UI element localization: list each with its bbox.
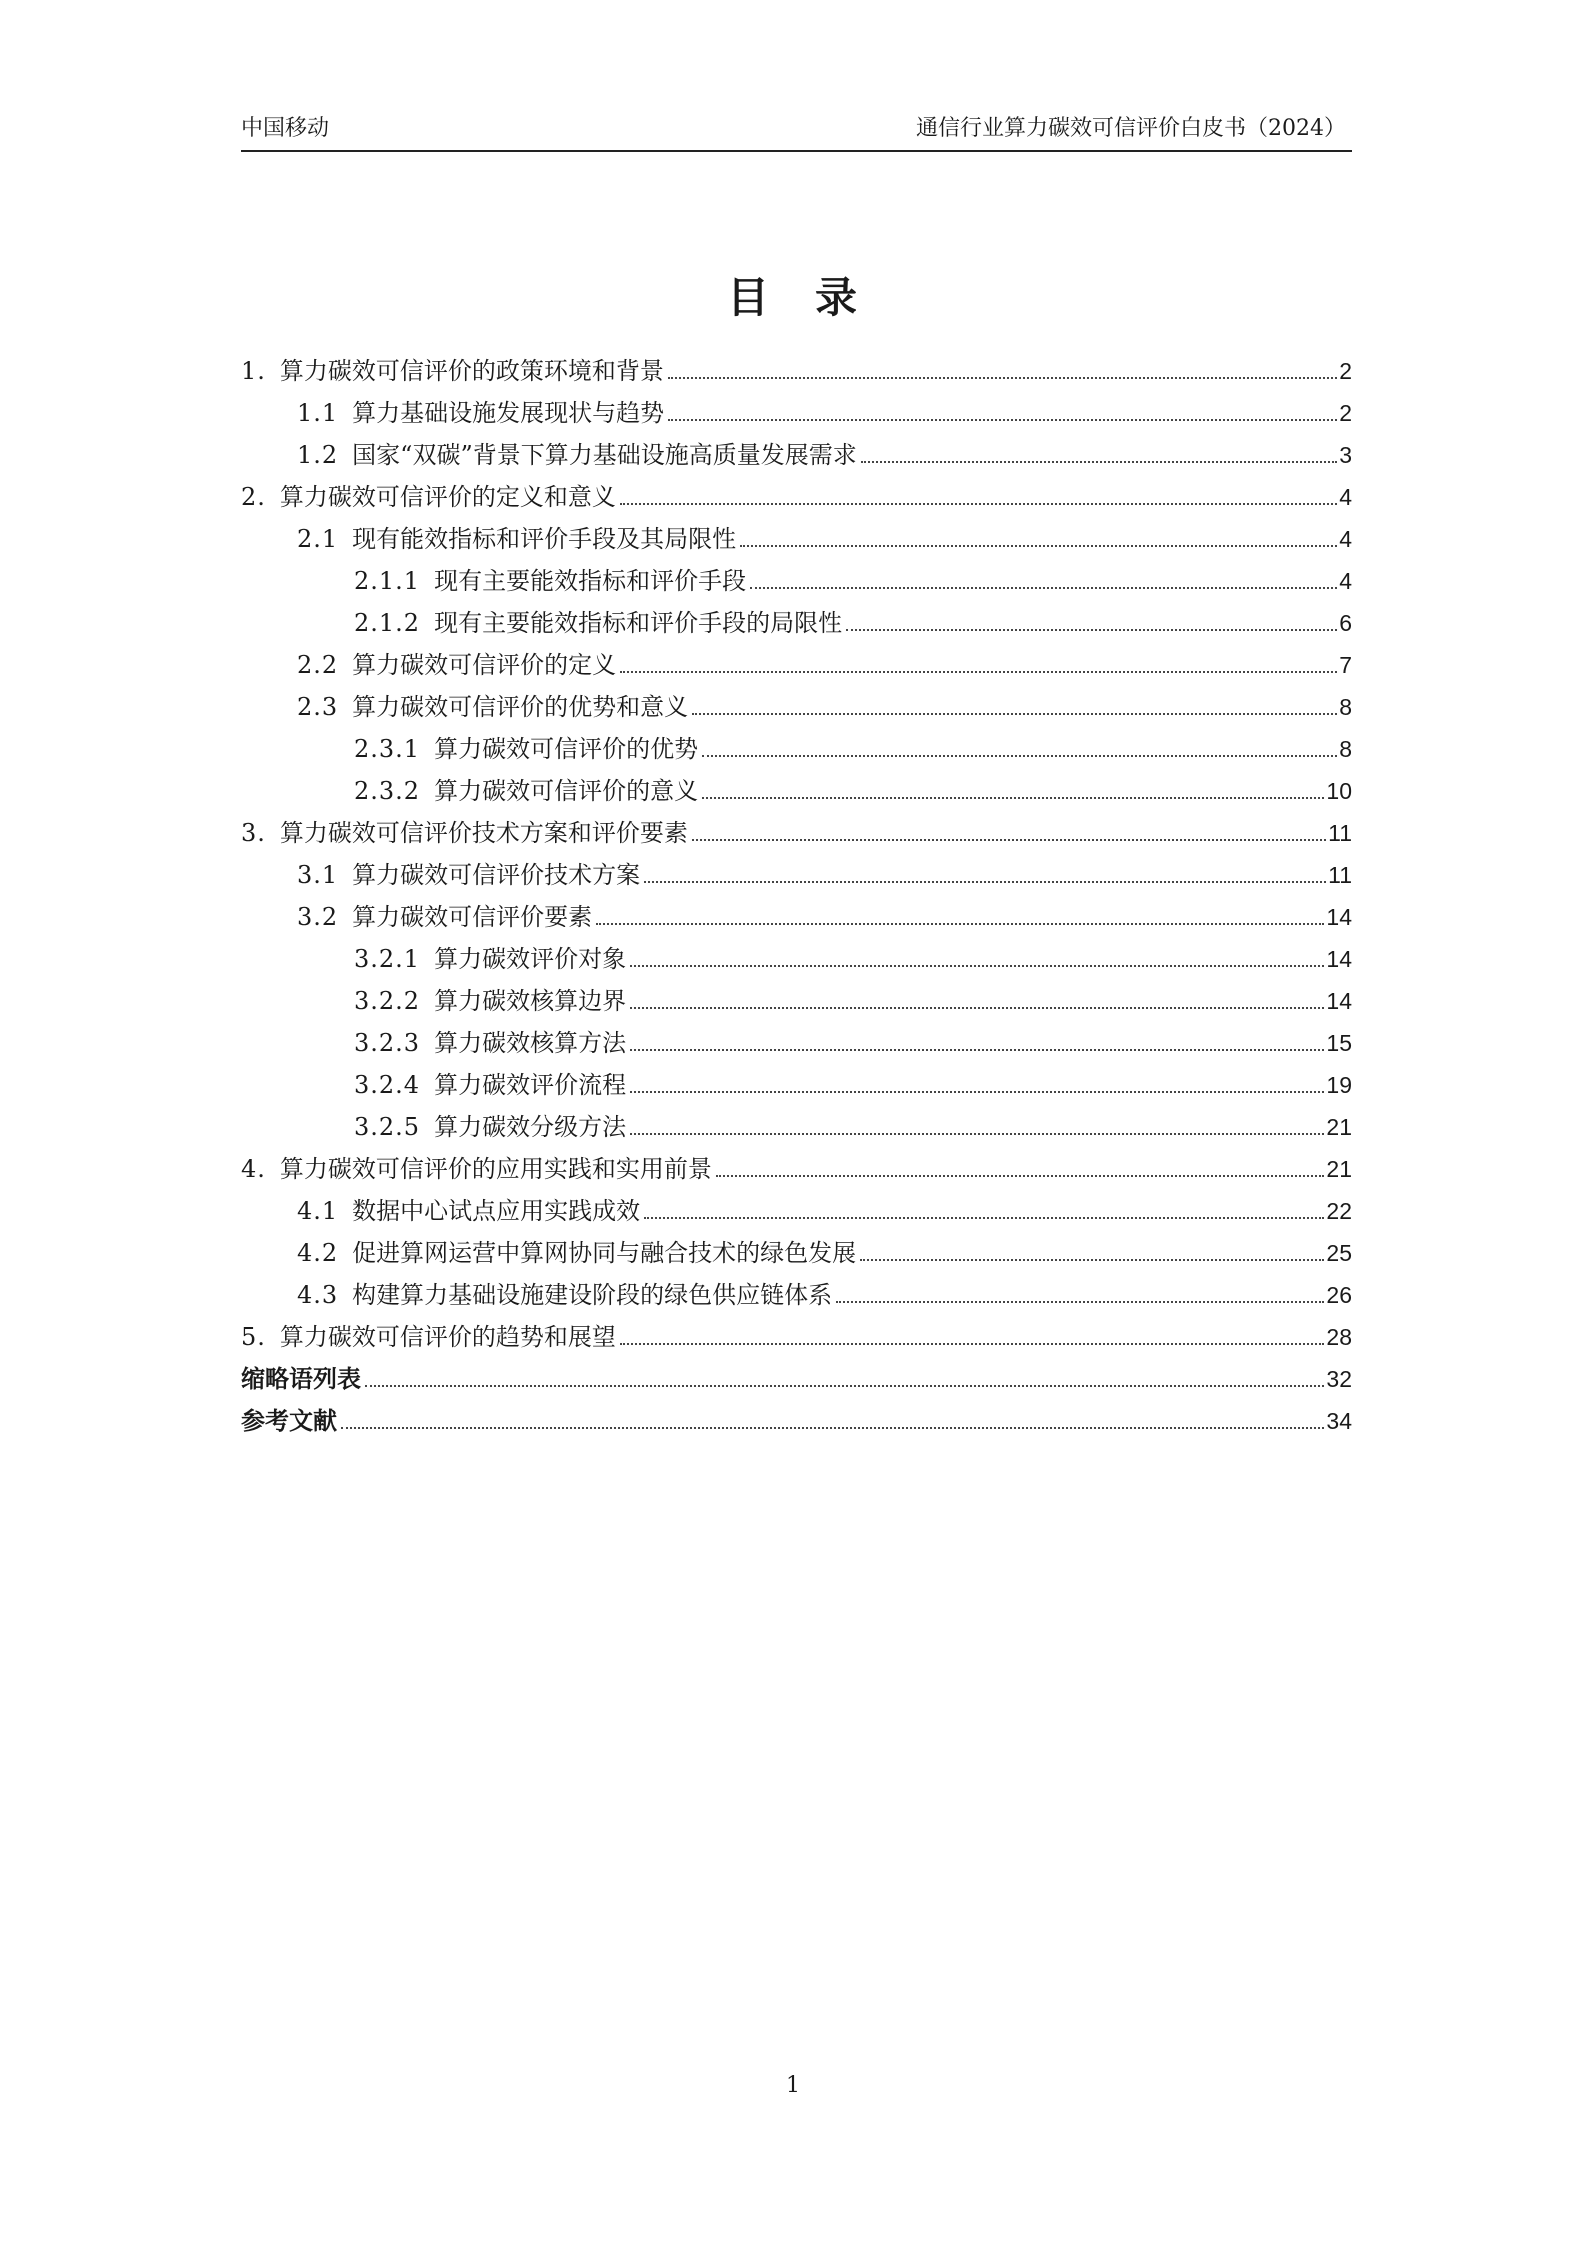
toc-entry-number: 1. [241, 357, 266, 385]
toc-entry-number: 3.2.5 [354, 1113, 421, 1141]
toc-entry[interactable] [241, 554, 1352, 596]
toc-leader-dots [861, 461, 1337, 463]
toc-entry-label [297, 692, 688, 722]
toc-entry-label [297, 524, 736, 554]
toc-entry-label [297, 902, 592, 932]
toc-entry-label [354, 608, 842, 638]
toc-entry-number: 5. [241, 1323, 266, 1351]
toc-entry-label [241, 1322, 616, 1352]
toc-entry[interactable] [241, 1310, 1352, 1352]
toc-leader-dots [750, 587, 1337, 589]
toc-entry-number: 1.1 [297, 399, 339, 427]
toc-entry-label [354, 734, 698, 764]
toc-entry-label [241, 1406, 337, 1436]
toc-leader-dots [846, 629, 1337, 631]
toc-entry-page: 10 [1326, 778, 1352, 804]
toc-entry-page: 15 [1326, 1030, 1352, 1056]
toc-leader-dots [836, 1301, 1324, 1303]
toc-leader-dots [668, 377, 1337, 379]
toc-entry-page: 21 [1326, 1114, 1352, 1140]
toc-entry-number: 2.2 [297, 651, 339, 679]
toc-entry-text: 算力碳效评价流程 [434, 1071, 627, 1099]
toc-entry-number: 3.1 [297, 861, 339, 889]
toc-leader-dots [692, 839, 1326, 841]
toc-entry-label [241, 818, 688, 848]
toc-entry-label [354, 1112, 626, 1142]
table-of-contents [241, 344, 1352, 1436]
toc-entry-page: 14 [1326, 946, 1352, 972]
toc-entry-label [297, 860, 640, 890]
toc-entry[interactable] [241, 932, 1352, 974]
toc-entry-page: 14 [1326, 904, 1352, 930]
toc-entry[interactable] [241, 428, 1352, 470]
toc-entry[interactable] [241, 680, 1352, 722]
header-organization: 中国移动 [241, 116, 330, 141]
toc-entry-page: 4 [1339, 568, 1352, 594]
toc-entry-number: 4.1 [297, 1197, 339, 1225]
toc-entry-number: 3.2.1 [354, 945, 421, 973]
toc-entry-text: 算力基础设施发展现状与趋势 [352, 399, 665, 427]
toc-entry-page: 3 [1339, 442, 1352, 468]
toc-entry-text: 算力碳效核算边界 [434, 987, 627, 1015]
toc-entry-text: 缩略语列表 [241, 1365, 361, 1393]
toc-entry-page: 11 [1328, 820, 1352, 846]
toc-entry-page: 4 [1339, 484, 1352, 510]
toc-entry[interactable] [241, 1142, 1352, 1184]
toc-entry[interactable] [241, 1058, 1352, 1100]
toc-entry-page: 26 [1326, 1282, 1352, 1308]
toc-entry-page: 34 [1326, 1408, 1352, 1434]
toc-entry-label [241, 1364, 361, 1394]
toc-entry-text: 促进算网运营中算网协同与融合技术的绿色发展 [352, 1239, 857, 1267]
toc-entry-text: 算力碳效评价对象 [434, 945, 627, 973]
toc-entry-text: 算力碳效可信评价要素 [352, 903, 593, 931]
toc-leader-dots [620, 671, 1337, 673]
toc-entry-page: 2 [1339, 400, 1352, 426]
toc-entry-page: 28 [1326, 1324, 1352, 1350]
toc-entry[interactable] [241, 1226, 1352, 1268]
toc-entry[interactable] [241, 722, 1352, 764]
toc-entry-text: 算力碳效核算方法 [434, 1029, 627, 1057]
toc-entry-number: 1.2 [297, 441, 339, 469]
toc-entry-number: 2.1 [297, 525, 339, 553]
toc-entry-label [297, 1196, 640, 1226]
toc-entry-page: 32 [1326, 1366, 1352, 1392]
toc-entry[interactable] [241, 1184, 1352, 1226]
toc-leader-dots [620, 1343, 1325, 1345]
toc-entry-page: 8 [1339, 736, 1352, 762]
toc-leader-dots [365, 1385, 1324, 1387]
toc-entry-text: 算力碳效分级方法 [434, 1113, 627, 1141]
toc-entry[interactable] [241, 596, 1352, 638]
toc-leader-dots [644, 1217, 1324, 1219]
toc-entry-number: 4. [241, 1155, 266, 1183]
toc-leader-dots [630, 1091, 1324, 1093]
toc-entry-text: 构建算力基础设施建设阶段的绿色供应链体系 [352, 1281, 833, 1309]
toc-leader-dots [740, 545, 1337, 547]
toc-entry-page: 8 [1339, 694, 1352, 720]
page-number: 1 [786, 2073, 800, 2098]
toc-entry-number: 2.3.1 [354, 735, 421, 763]
toc-title: 目 录 [726, 273, 859, 322]
toc-entry-label [354, 566, 746, 596]
toc-entry[interactable] [241, 764, 1352, 806]
toc-entry[interactable] [241, 638, 1352, 680]
toc-leader-dots [341, 1427, 1324, 1429]
toc-entry-label [354, 1028, 626, 1058]
toc-entry-label [241, 356, 664, 386]
toc-entry-text: 算力碳效可信评价技术方案和评价要素 [279, 819, 688, 847]
toc-entry-label [354, 944, 626, 974]
toc-entry-page: 4 [1339, 526, 1352, 552]
toc-entry-label [297, 1280, 832, 1310]
toc-entry[interactable] [241, 386, 1352, 428]
toc-entry-page: 21 [1326, 1156, 1352, 1182]
toc-entry-text: 现有主要能效指标和评价手段 [434, 567, 747, 595]
toc-entry-text: 现有能效指标和评价手段及其局限性 [352, 525, 737, 553]
toc-entry-text: 算力碳效可信评价的政策环境和背景 [279, 357, 664, 385]
toc-entry[interactable] [241, 806, 1352, 848]
toc-entry-page: 2 [1339, 358, 1352, 384]
header-document-title: 通信行业算力碳效可信评价白皮书（2024） [916, 116, 1346, 141]
toc-leader-dots [630, 1133, 1324, 1135]
toc-entry-number: 2.1.1 [354, 567, 421, 595]
toc-entry-text: 算力碳效可信评价的趋势和展望 [279, 1323, 616, 1351]
toc-leader-dots [644, 881, 1326, 883]
toc-leader-dots [630, 965, 1324, 967]
toc-entry-page: 14 [1326, 988, 1352, 1014]
toc-entry-number: 2.1.2 [354, 609, 421, 637]
toc-leader-dots [596, 923, 1324, 925]
toc-entry-number: 4.2 [297, 1239, 339, 1267]
toc-entry-number: 3.2 [297, 903, 339, 931]
toc-entry-number: 3. [241, 819, 266, 847]
toc-leader-dots [702, 797, 1324, 799]
toc-leader-dots [630, 1007, 1324, 1009]
toc-entry-text: 算力碳效可信评价的意义 [434, 777, 699, 805]
toc-entry-text: 算力碳效可信评价的定义 [352, 651, 617, 679]
toc-entry-text: 算力碳效可信评价的定义和意义 [279, 483, 616, 511]
toc-entry[interactable] [241, 890, 1352, 932]
toc-entry-number: 2. [241, 483, 266, 511]
toc-entry-label [241, 482, 616, 512]
toc-leader-dots [692, 713, 1337, 715]
toc-leader-dots [860, 1259, 1324, 1261]
toc-entry-number: 4.3 [297, 1281, 339, 1309]
toc-entry-label [354, 986, 626, 1016]
toc-entry-number: 3.2.4 [354, 1071, 421, 1099]
toc-entry-text: 参考文献 [241, 1407, 337, 1435]
toc-entry-number: 2.3.2 [354, 777, 421, 805]
toc-entry-label [297, 440, 857, 470]
toc-entry-label [297, 398, 664, 428]
toc-entry-text: 算力碳效可信评价技术方案 [352, 861, 641, 889]
toc-entry[interactable] [241, 1394, 1352, 1436]
toc-entry-page: 6 [1339, 610, 1352, 636]
toc-entry[interactable] [241, 1268, 1352, 1310]
toc-entry[interactable] [241, 470, 1352, 512]
toc-leader-dots [668, 419, 1337, 421]
toc-entry-number: 2.3 [297, 693, 339, 721]
toc-entry-text: 算力碳效可信评价的优势和意义 [352, 693, 689, 721]
toc-entry-page: 19 [1326, 1072, 1352, 1098]
toc-leader-dots [620, 503, 1337, 505]
toc-entry-page: 25 [1326, 1240, 1352, 1266]
toc-entry-label [297, 650, 616, 680]
toc-entry[interactable] [241, 1352, 1352, 1394]
toc-entry[interactable] [241, 512, 1352, 554]
toc-entry-label [297, 1238, 856, 1268]
toc-entry-text: 算力碳效可信评价的优势 [434, 735, 699, 763]
toc-entry-text: 国家“双碳”背景下算力基础设施高质量发展需求 [352, 441, 857, 469]
toc-entry-text: 数据中心试点应用实践成效 [352, 1197, 641, 1225]
toc-entry[interactable] [241, 974, 1352, 1016]
toc-entry-label [241, 1154, 712, 1184]
toc-leader-dots [630, 1049, 1324, 1051]
toc-entry-page: 11 [1328, 862, 1352, 888]
toc-entry-text: 现有主要能效指标和评价手段的局限性 [434, 609, 843, 637]
toc-entry-page: 7 [1339, 652, 1352, 678]
toc-entry[interactable] [241, 344, 1352, 386]
toc-entry[interactable] [241, 1100, 1352, 1142]
toc-entry-number: 3.2.2 [354, 987, 421, 1015]
toc-entry[interactable] [241, 1016, 1352, 1058]
toc-entry-text: 算力碳效可信评价的应用实践和实用前景 [279, 1155, 712, 1183]
toc-leader-dots [716, 1175, 1325, 1177]
toc-leader-dots [702, 755, 1337, 757]
toc-entry[interactable] [241, 848, 1352, 890]
toc-entry-label [354, 776, 698, 806]
toc-entry-number: 3.2.3 [354, 1029, 421, 1057]
toc-entry-page: 22 [1326, 1198, 1352, 1224]
page-header [241, 112, 1352, 152]
toc-entry-label [354, 1070, 626, 1100]
